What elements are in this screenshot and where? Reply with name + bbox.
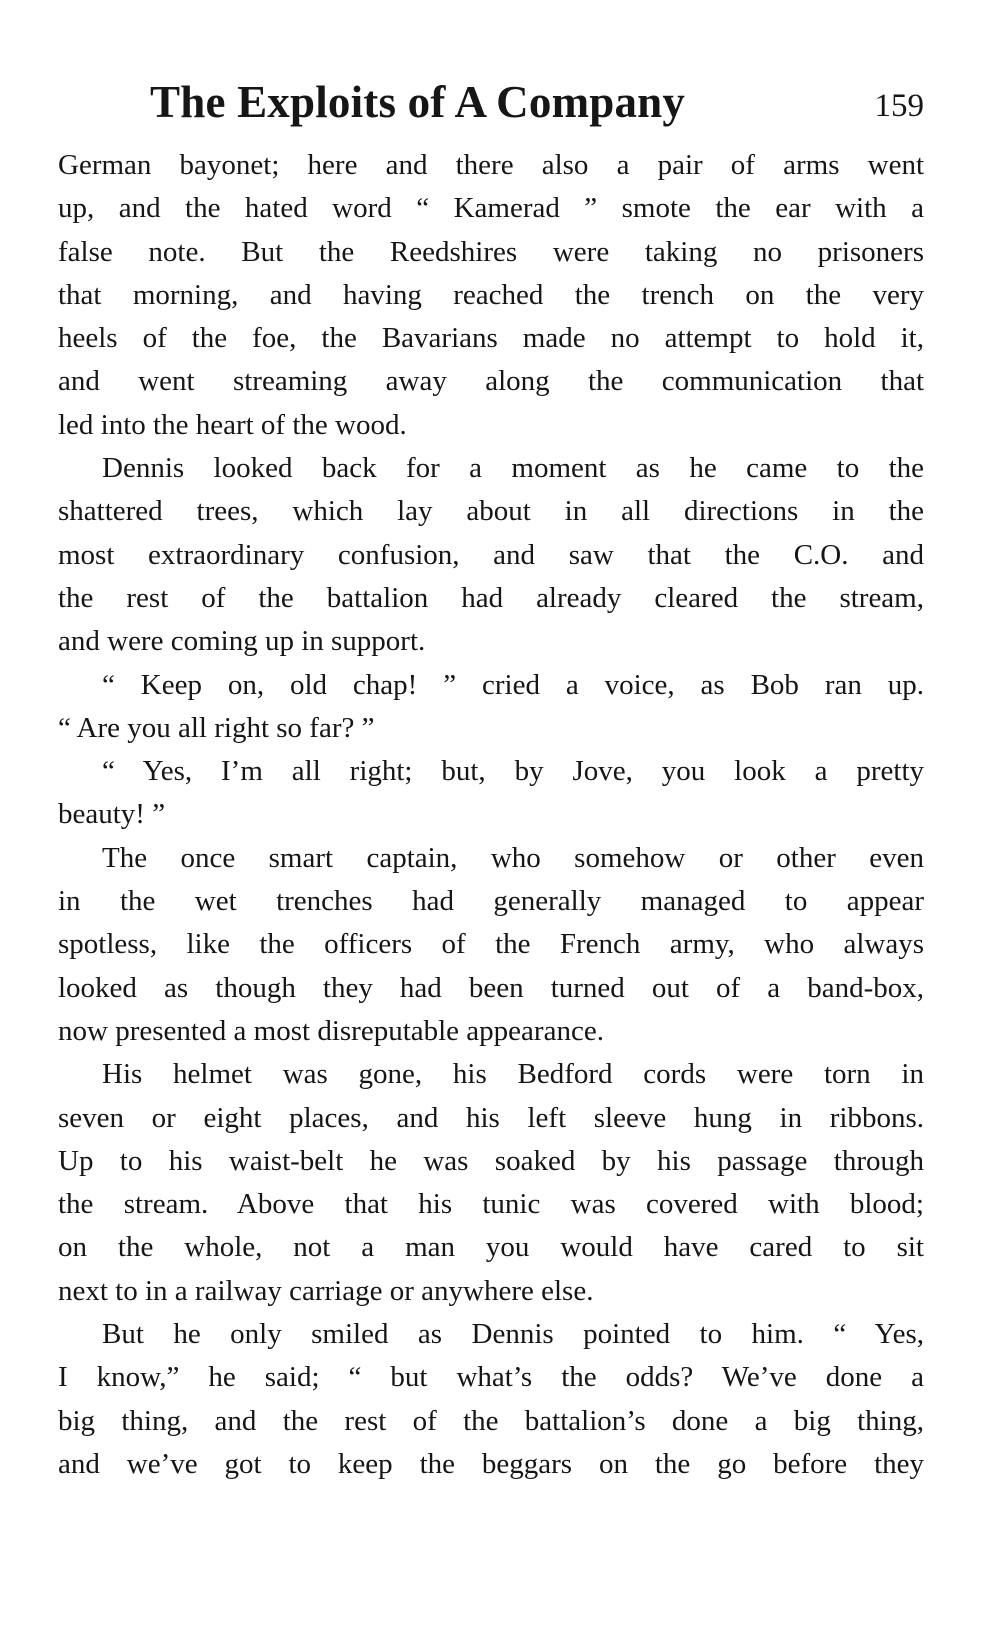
text-line: in the wet trenches had generally managed to appear bbox=[58, 885, 924, 918]
running-title: The Exploits of A Company bbox=[150, 77, 686, 127]
text-line: and went streaming away along the communication that bbox=[58, 365, 924, 398]
text-line: up, and the hated word “ Kamerad ” smote the ear with a bbox=[58, 192, 924, 225]
page-number: 159 bbox=[874, 88, 924, 124]
text-line: shattered trees, which lay about in all directions in the bbox=[58, 495, 924, 528]
body-text bbox=[58, 144, 924, 1486]
paragraph bbox=[58, 664, 924, 751]
paragraph bbox=[58, 1313, 924, 1486]
paragraph bbox=[58, 1053, 924, 1313]
text-line: the stream. Above that his tunic was covered with blood; bbox=[58, 1188, 924, 1221]
text-line: But he only smiled as Dennis pointed to him. “ Yes, bbox=[102, 1318, 924, 1351]
paragraph bbox=[58, 447, 924, 663]
text-line: next to in a railway carriage or anywhere else. bbox=[58, 1274, 594, 1307]
text-line: looked as though they had been turned out of a band-box, bbox=[58, 971, 924, 1004]
text-line: led into the heart of the wood. bbox=[58, 408, 407, 441]
text-line: false note. But the Reedshires were taking no prisoners bbox=[58, 235, 924, 268]
text-line: seven or eight places, and his left sleeve hung in ribbons. bbox=[58, 1101, 924, 1134]
text-line: and were coming up in support. bbox=[58, 625, 426, 658]
text-line: Up to his waist-belt he was soaked by his passage through bbox=[58, 1144, 924, 1177]
text-line: Dennis looked back for a moment as he came to the bbox=[102, 452, 924, 485]
text-line: that morning, and having reached the trench on the very bbox=[58, 278, 924, 311]
text-line: “ Are you all right so far? ” bbox=[58, 711, 375, 744]
paragraph bbox=[58, 837, 924, 1053]
text-line: now presented a most disreputable appearance. bbox=[58, 1014, 604, 1047]
text-line: beauty! ” bbox=[58, 798, 166, 831]
running-head bbox=[58, 76, 924, 138]
text-line: “ Yes, I’m all right; but, by Jove, you look a pretty bbox=[102, 755, 924, 788]
text-line: The once smart captain, who somehow or other even bbox=[102, 841, 924, 874]
text-line: the rest of the battalion had already cleared the stream, bbox=[58, 581, 924, 614]
text-line: I know,” he said; “ but what’s the odds? We’ve done a bbox=[58, 1361, 924, 1394]
paragraph bbox=[58, 750, 924, 837]
text-line: heels of the foe, the Bavarians made no attempt to hold it, bbox=[58, 322, 924, 355]
text-line: German bayonet; here and there also a pair of arms went bbox=[58, 149, 924, 181]
text-line: His helmet was gone, his Bedford cords were torn in bbox=[102, 1058, 924, 1091]
text-line: big thing, and the rest of the battalion’s done a big thing, bbox=[58, 1404, 924, 1437]
book-page bbox=[58, 76, 924, 1486]
text-line: “ Keep on, old chap! ” cried a voice, as Bob ran up. bbox=[102, 668, 924, 701]
text-line: most extraordinary confusion, and saw that the C.O. and bbox=[58, 538, 924, 571]
text-line: and we’ve got to keep the beggars on the go before they bbox=[58, 1447, 924, 1480]
text-line: on the whole, not a man you would have cared to sit bbox=[58, 1231, 924, 1264]
text-line: spotless, like the officers of the French army, who always bbox=[58, 928, 924, 961]
paragraph bbox=[58, 144, 924, 447]
